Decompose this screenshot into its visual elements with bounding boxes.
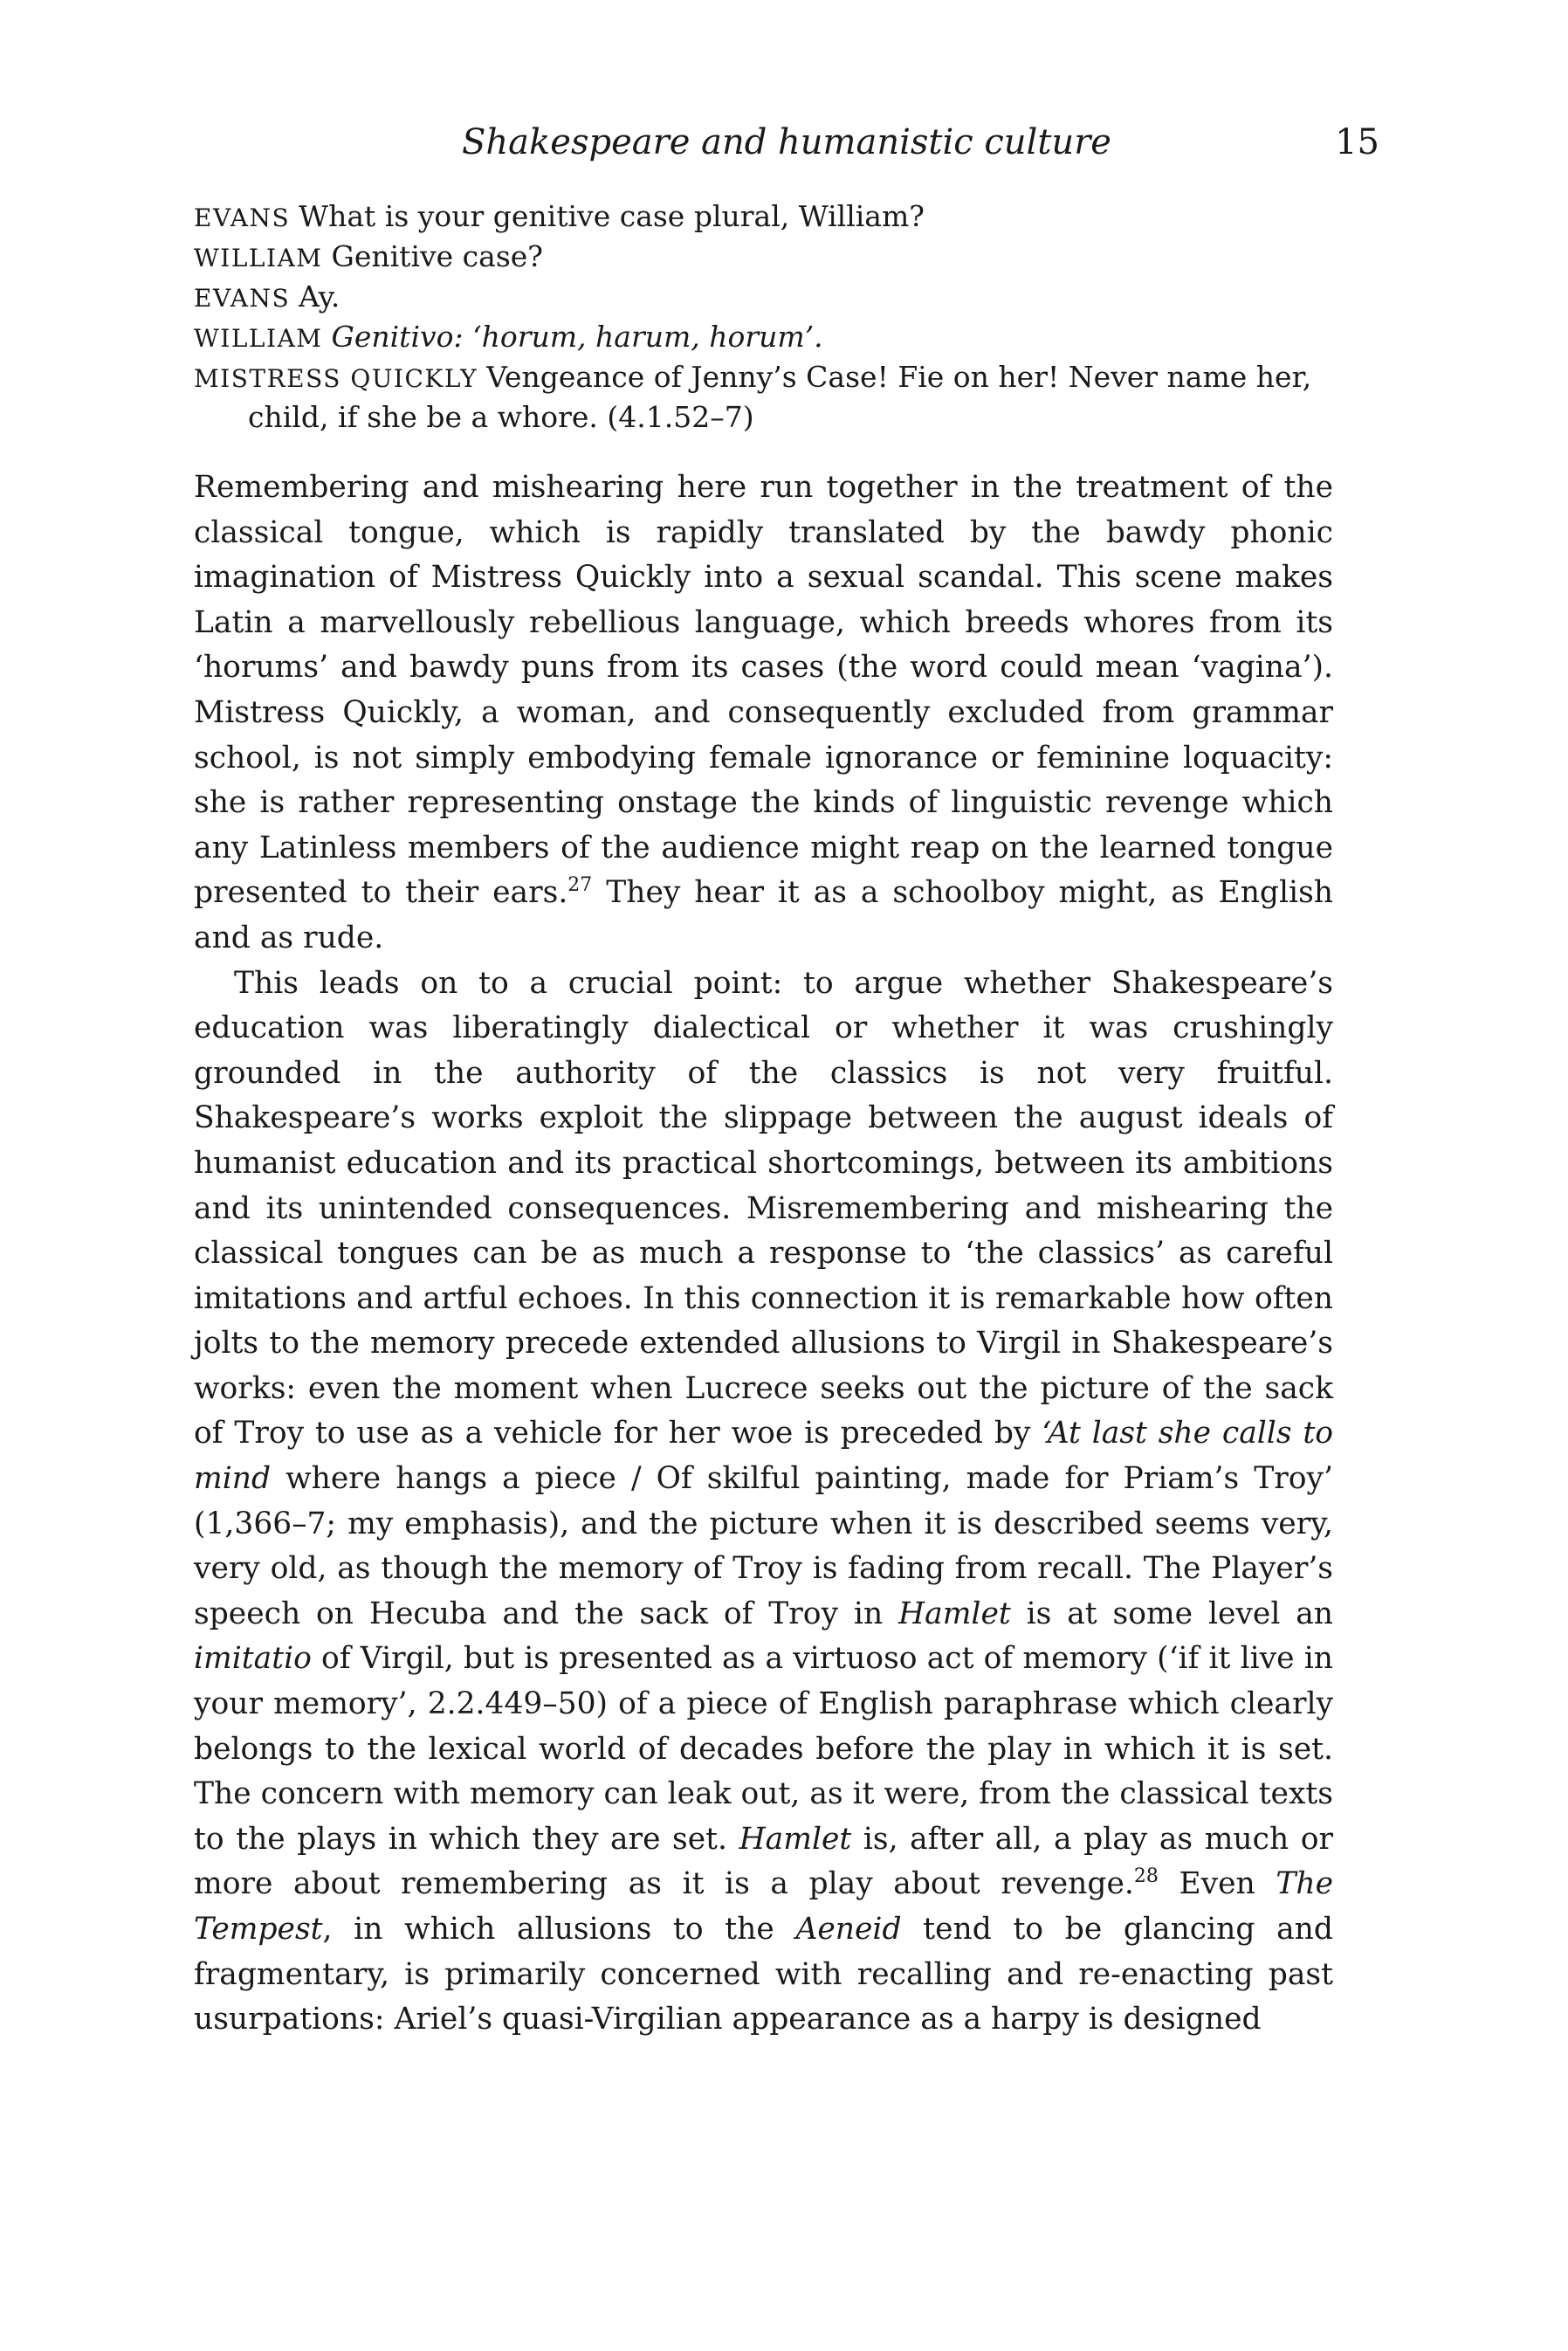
paragraph-2: [194, 962, 1333, 2043]
paragraph-text: Even: [1158, 1866, 1276, 1902]
running-head: [194, 121, 1379, 173]
speaker-name: MISTRESS QUICKLY: [194, 364, 478, 393]
title-aeneid: Aeneid: [795, 1912, 902, 1947]
italic-emphasis: ‘At last she calls to mind: [194, 1416, 1333, 1497]
paragraph-text: is at some level an: [1010, 1596, 1334, 1631]
paragraph-text: Remembering and mishearing here run together in the treatment of the classical tongue, which is rapidly translated by the bawdy phonic imagination of Mistress Quickly into a sexual scandal. This scene makes Latin a marvellously rebellious language, which breeds whores from its ‘horums’ and bawdy puns from its cases (the word could mean ‘vagina’). Mistress Quickly, a woman, and consequently excluded from grammar school, is not simply embodying female ignorance or feminine loquacity: she is rather representing onstage the kinds of linguistic revenge which any Latinless members of the audience might reap on the learned tongue presented to their ears.: [194, 470, 1333, 911]
title-tempest: The Tempest: [194, 1866, 1334, 1947]
paragraph-text: They hear it as a schoolboy might, as English and as rude.: [194, 875, 1333, 955]
paragraph-text: tend to be glancing and fragmentary, is primarily concerned with recalling and re-enacting past usurpations: Ariel’s quasi-Virgilian appearance as a harpy is designed: [194, 1912, 1333, 2037]
paragraph-1: [194, 465, 1333, 962]
speech-text: Genitive case?: [331, 239, 543, 273]
footnote-ref-28: 28: [1133, 1865, 1159, 1888]
paragraph-text: of Virgil, but is presented as a virtuoso act of memory (‘if it live in your memory’, 2.2.449–50) of a piece of English paraphrase which clearly belongs to the lexical world of decades before the play in which it is set. The concern with memory can leak out, as it were, from the classical texts to the plays in which they are set.: [194, 1641, 1333, 1857]
speech-text-italic: Genitivo: ‘horum, harum, horum’.: [331, 320, 823, 354]
speech-text: Ay.: [299, 279, 340, 314]
dialogue-line: [194, 238, 1364, 278]
body-text: [194, 465, 1333, 2043]
paragraph-text: This leads on to a crucial point: to argue whether Shakespeare’s education was liberatingly dialectical or whether it was crushingly grounded in the authority of the classics is not very fruitful. Shakespeare’s works exploit the slippage between the august ideals of humanist education and its practical shortcomings, between its ambitions and its unintended consequences. Misremembering and mishearing the classical tongues can be as much a response to ‘the classics’ as careful imitations and artful echoes. In this connection it is remarkable how often jolts to the memory precede extended allusions to Virgil in Shakespeare’s works: even the moment when Lucrece seeks out the picture of the sack of Troy to use as a vehicle for her woe is preceded by: [194, 965, 1333, 1451]
dialogue-quotation: [194, 197, 1364, 437]
paragraph-text: where hangs a piece / Of skilful painting, made for Priam’s Troy’ (1,366–7; my emphasis), and the picture when it is described seems very, very old, as though the memory of Troy is fading from recall. The Player’s speech on Hecuba and the sack of Troy in: [194, 1461, 1333, 1631]
footnote-ref-27: 27: [567, 874, 593, 897]
dialogue-line: [194, 197, 1364, 238]
speaker-name: WILLIAM: [194, 324, 323, 353]
title-hamlet: Hamlet: [898, 1596, 1011, 1631]
speaker-name: EVANS: [194, 203, 291, 232]
speech-text: Vengeance of Jenny’s Case! Fie on her! Never name her, child, if she be a whore. (4.1.52–7): [248, 360, 1312, 434]
dialogue-line: [194, 358, 1364, 437]
title-hamlet: Hamlet: [739, 1821, 852, 1857]
paragraph-text: , in which allusions to the: [322, 1912, 796, 1947]
paragraph-text: is, after all, a play as much or more about remembering as it is a play about revenge.: [194, 1821, 1333, 1902]
page-number: 15: [1335, 122, 1379, 162]
speaker-name: WILLIAM: [194, 244, 323, 272]
dialogue-line: [194, 318, 1364, 358]
speech-text: What is your genitive case plural, William?: [299, 199, 925, 233]
speaker-name: EVANS: [194, 284, 291, 313]
running-title: Shakespeare and humanistic culture: [462, 122, 1111, 162]
dialogue-line: [194, 278, 1364, 318]
italic-term: imitatio: [194, 1641, 312, 1677]
